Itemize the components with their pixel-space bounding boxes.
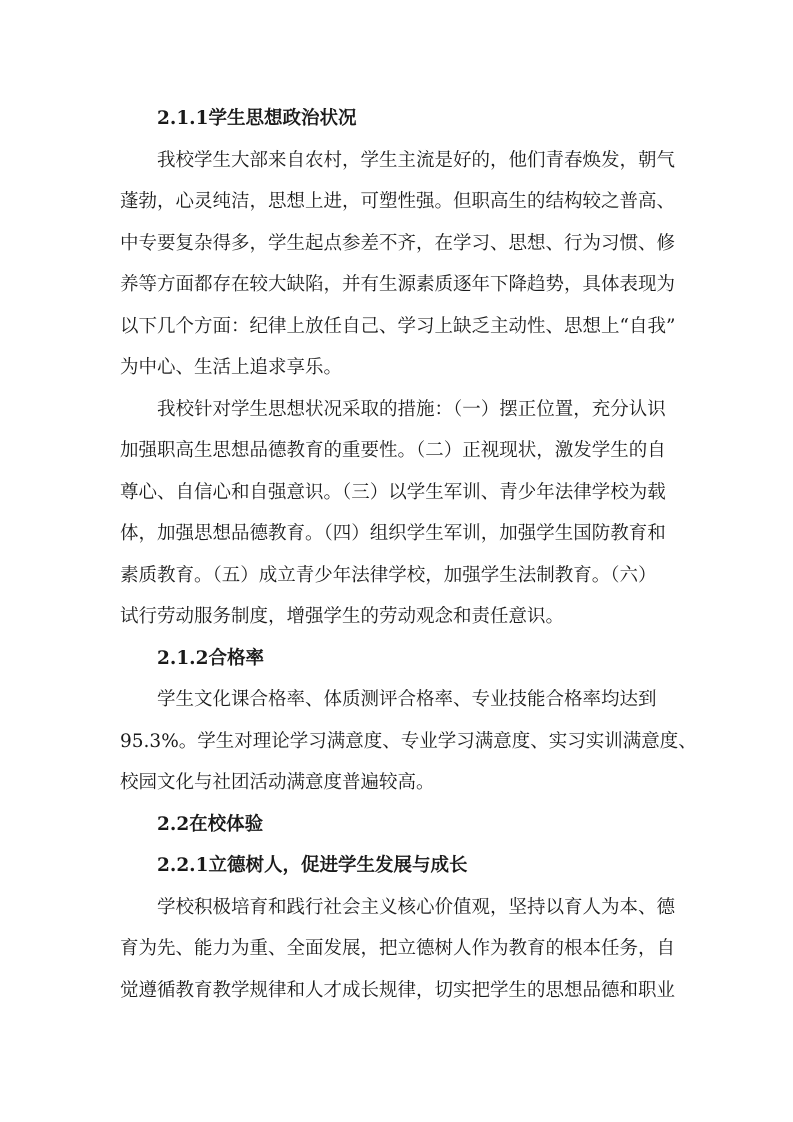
section-heading-2-2-1: 2.2.1立德树人，促进学生发展与成长 xyxy=(157,855,468,876)
paragraph-line: 中专要复杂得多，学生起点参差不齐，在学习、思想、行为习惯、修 xyxy=(120,232,676,254)
paragraph-moral-education xyxy=(120,887,680,1012)
paragraph-line: 校园文化与社团活动满意度普遍较高。 xyxy=(120,772,435,793)
section-heading-2-1-2: 2.1.2合格率 xyxy=(157,647,264,669)
paragraph-student-status xyxy=(120,140,680,389)
paragraph-line: 学生文化课合格率、体质测评合格率、专业技能合格率均达到 xyxy=(157,689,657,710)
paragraph-line: 我校学生大部来自农村，学生主流是好的，他们青春焕发，朝气 xyxy=(157,149,676,171)
document-body xyxy=(120,98,697,1011)
paragraph-line: 蓬勃，心灵纯洁，思想上进，可塑性强。但职高生的结构较之普高、 xyxy=(120,191,676,212)
paragraph-line: 学校积极培育和践行社会主义核心价值观，坚持以育人为本、德 xyxy=(157,896,676,918)
paragraph-line: 95.3%。学生对理论学习满意度、专业学习满意度、实习实训满意度、 xyxy=(120,730,697,752)
paragraph-line: 为中心、生活上追求享乐。 xyxy=(120,357,343,378)
paragraph-line: 以下几个方面：纪律上放任自己、学习上缺乏主动性、思想上“自我” xyxy=(120,315,676,337)
paragraph-line: 尊心、自信心和自强意识。（三）以学生军训、青少年法律学校为载 xyxy=(120,481,666,503)
section-heading-2-1-1: 2.1.1学生思想政治状况 xyxy=(157,108,357,129)
paragraph-line: 试行劳动服务制度，增强学生的劳动观念和责任意识。 xyxy=(120,606,565,627)
section-heading-2-2: 2.2在校体验 xyxy=(157,813,264,835)
paragraph-line: 养等方面都存在较大缺陷，并有生源素质逐年下降趋势，具体表现为 xyxy=(120,274,676,295)
paragraph-pass-rate xyxy=(120,679,697,804)
paragraph-line: 育为先、能力为重、全面发展，把立德树人作为教育的根本任务，自 xyxy=(120,938,676,959)
paragraph-line: 加强职高生思想品德教育的重要性。（二）正视现状，激发学生的自 xyxy=(120,440,666,461)
paragraph-line: 体，加强思想品德教育。（四）组织学生军训，加强学生国防教育和 xyxy=(120,523,666,544)
paragraph-line: 觉遵循教育教学规律和人才成长规律，切实把学生的思想品德和职业 xyxy=(120,979,676,1001)
paragraph-line: 素质教育。（五）成立青少年法律学校，加强学生法制教育。（六） xyxy=(120,564,657,586)
paragraph-line: 我校针对学生思想状况采取的措施：（一）摆正位置，充分认识 xyxy=(157,398,666,420)
paragraph-measures xyxy=(120,389,680,638)
